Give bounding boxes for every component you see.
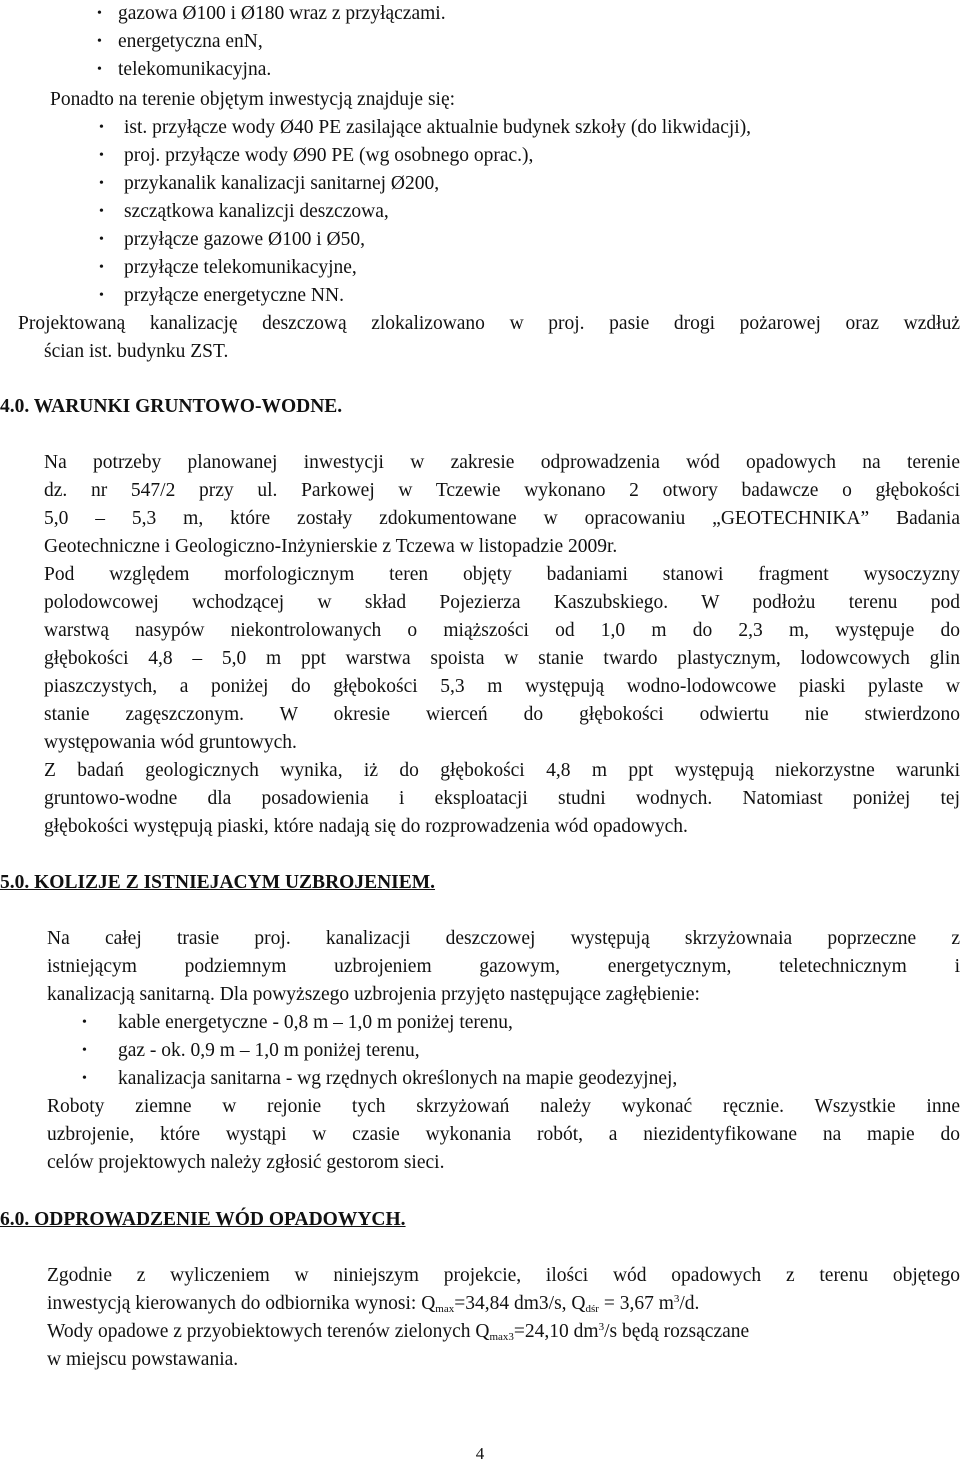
- bullet-icon: •: [99, 288, 104, 303]
- list-item: przyłącze energetyczne NN.: [124, 285, 344, 306]
- bullet-icon: •: [82, 1071, 87, 1086]
- bullet-icon: •: [99, 176, 104, 191]
- list-item: ist. przyłącze wody Ø40 PE zasilające aktualnie budynek szkoły (do likwidacji),: [124, 117, 752, 138]
- paragraph-line: warstwą nasypów niekontrolowanych o miąższości od 1,0 m do 2,3 m, występuje do: [44, 620, 960, 641]
- paragraph-line: Pod względem morfologicznym teren objęty badaniami stanowi fragment wysoczyzny: [44, 564, 960, 585]
- list-item: gaz - ok. 0,9 m – 1,0 m poniżej terenu,: [118, 1040, 420, 1061]
- paragraph-line: Na potrzeby planowanej inwestycji w zakresie odprowadzenia wód opadowych na terenie: [44, 452, 960, 473]
- paragraph-line: [47, 1320, 960, 1344]
- bullet-icon: •: [97, 34, 102, 49]
- section-heading: 6.0. ODPROWADZENIE WÓD OPADOWYCH.: [0, 1209, 406, 1230]
- section-heading: 4.0. WARUNKI GRUNTOWO-WODNE.: [0, 396, 343, 417]
- text-run: = 3,67 m: [598, 1293, 674, 1314]
- list-item: szczątkowa kanalizcji deszczowa,: [124, 201, 389, 222]
- text-run: /s będą rozsączane: [604, 1321, 750, 1342]
- list-item: przyłącze telekomunikacyjne,: [124, 257, 357, 278]
- bullet-icon: •: [99, 120, 104, 135]
- paragraph-line: Z badań geologicznych wynika, iż do głębokości 4,8 m ppt występują niekorzystne warunki: [44, 760, 960, 781]
- bullet-icon: •: [82, 1043, 87, 1058]
- list-item: kable energetyczne - 0,8 m – 1,0 m poniżej terenu,: [118, 1012, 513, 1033]
- paragraph-line: Na całej trasie proj. kanalizacji deszczowej występują skrzyżownaia poprzeczne z: [47, 928, 960, 949]
- list-item: proj. przyłącze wody Ø90 PE (wg osobnego oprac.),: [124, 145, 534, 166]
- paragraph-line: Zgodnie z wyliczeniem w niniejszym projekcie, ilości wód opadowych z terenu objętego: [47, 1265, 960, 1286]
- list-item: telekomunikacyjna.: [118, 59, 272, 80]
- text-run: =34,84 dm3/s, Q: [454, 1293, 586, 1314]
- subscript: dśr: [585, 1303, 599, 1315]
- bullet-icon: •: [99, 260, 104, 275]
- bullet-icon: •: [97, 62, 102, 77]
- paragraph-line: piaszczystych, a poniżej do głębokości 5,3 m występują wodno-lodowcowe piaski pylaste w: [44, 676, 960, 697]
- paragraph-line: istniejącym podziemnym uzbrojeniem gazowym, energetycznym, teletechnicznym i: [47, 956, 960, 977]
- paragraph-line: dz. nr 547/2 przy ul. Parkowej w Tczewie wykonano 2 otwory badawcze o głębokości: [44, 480, 960, 501]
- text-run: /d.: [679, 1293, 700, 1314]
- text-run: inwestycją kierowanych do odbiornika wynosi: Q: [47, 1293, 436, 1314]
- section-heading: 5.0. KOLIZJE Z ISTNIEJACYM UZBROJENIEM.: [0, 872, 436, 893]
- bullet-icon: •: [82, 1015, 87, 1030]
- list-item: przykanalik kanalizacji sanitarnej Ø200,: [124, 173, 440, 194]
- paragraph-line: występowania wód gruntowych.: [44, 732, 297, 753]
- paragraph-line: głębokości 4,8 – 5,0 m ppt warstwa spoista w stanie twardo plastycznym, lodowcowych glin: [44, 648, 960, 669]
- list-item: kanalizacja sanitarna - wg rzędnych określonych na mapie geodezyjnej,: [118, 1068, 678, 1089]
- bullet-icon: •: [99, 148, 104, 163]
- paragraph-line: gruntowo-wodne dla posadowienia i eksploatacji studni wodnych. Natomiast poniżej tej: [44, 788, 960, 809]
- page-number: 4: [475, 1444, 485, 1463]
- paragraph-line: stanie zagęszczonym. W okresie wierceń do głębokości odwiertu nie stwierdzono: [44, 704, 960, 725]
- list-item: energetyczna enN,: [118, 31, 263, 52]
- paragraph-line: w miejscu powstawania.: [47, 1349, 239, 1370]
- intro-line: Ponadto na terenie objętym inwestycją znajduje się:: [50, 89, 456, 110]
- paragraph-line: celów projektowych należy zgłosić gestorom sieci.: [47, 1152, 445, 1173]
- paragraph-line: Geotechniczne i Geologiczno-Inżynierskie z Tczewa w listopadzie 2009r.: [44, 536, 618, 557]
- bullet-icon: •: [99, 232, 104, 247]
- paragraph-line: kanalizacją sanitarną. Dla powyższego uzbrojenia przyjęto następujące zagłębienie:: [47, 984, 700, 1005]
- projected-note-line: Projektowaną kanalizację deszczową zlokalizowano w proj. pasie drogi pożarowej oraz wzdłuż: [18, 313, 960, 334]
- superscript: 3: [598, 1321, 605, 1333]
- projected-note-line: ścian ist. budynku ZST.: [44, 341, 229, 362]
- list-item: gazowa Ø100 i Ø180 wraz z przyłączami.: [118, 3, 446, 24]
- bullet-icon: •: [99, 204, 104, 219]
- subscript: max: [435, 1303, 455, 1315]
- paragraph-line: polodowcowej wchodzącej w skład Pojezierza Kaszubskiego. W podłożu terenu pod: [44, 592, 960, 613]
- paragraph-line: 5,0 – 5,3 m, które zostały zdokumentowane w opracowaniu „GEOTECHNIKA” Badania: [44, 508, 960, 529]
- text-run: =24,10 dm: [513, 1321, 599, 1342]
- paragraph-line: [47, 1292, 699, 1316]
- list-item: przyłącze gazowe Ø100 i Ø50,: [124, 229, 365, 250]
- bullet-icon: •: [97, 6, 102, 21]
- paragraph-line: Roboty ziemne w rejonie tych skrzyżowań należy wykonać ręcznie. Wszystkie inne: [47, 1096, 960, 1117]
- paragraph-line: uzbrojenie, które wystąpi w czasie wykonania robót, a niezidentyfikowane na mapie do: [47, 1124, 960, 1145]
- paragraph-line: głębokości występują piaski, które nadają się do rozprowadzenia wód opadowych.: [44, 816, 688, 837]
- superscript: 3: [673, 1293, 680, 1305]
- text-run: Wody opadowe z przyobiektowych terenów zielonych Q: [47, 1321, 490, 1342]
- subscript: max3: [489, 1331, 514, 1343]
